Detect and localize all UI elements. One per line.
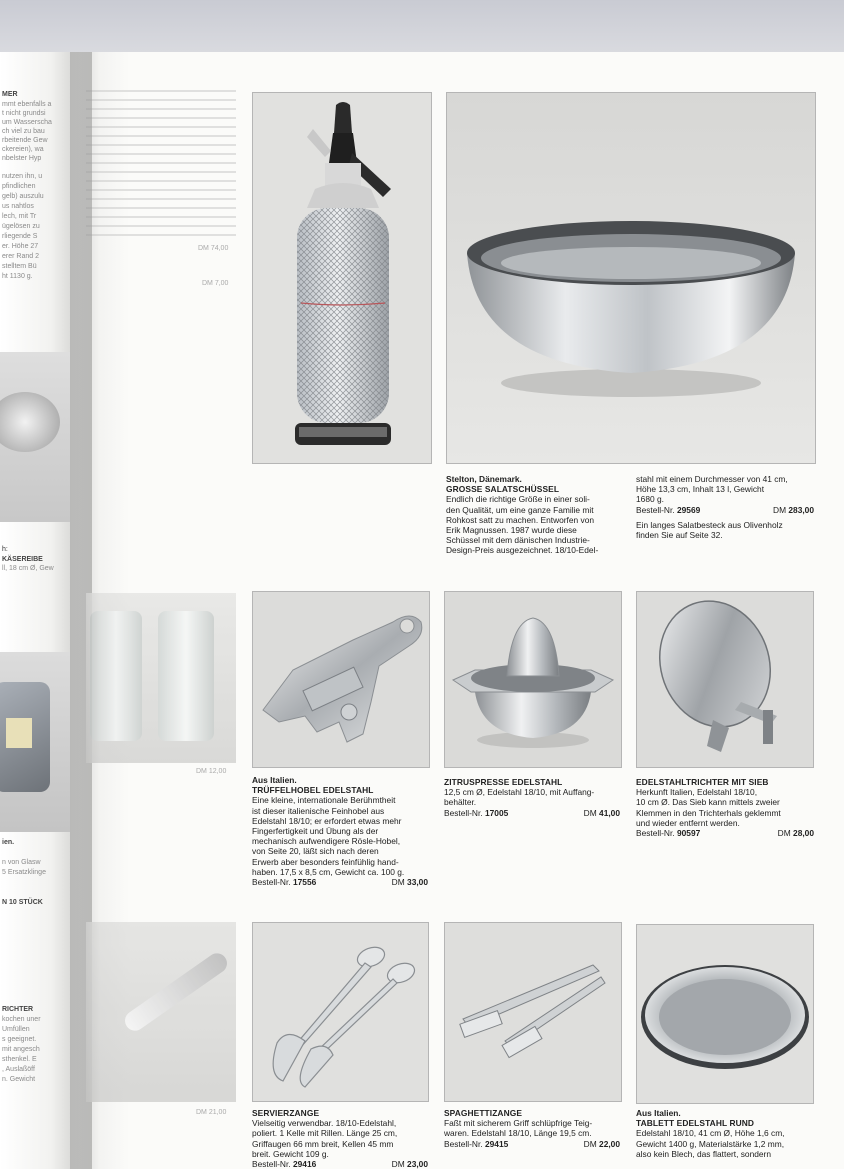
description-line: Edelstahl 18/10, 41 cm Ø, Höhe 1,6 cm,	[636, 1128, 785, 1139]
order-number: 90597	[676, 828, 701, 839]
order-label: Bestell-Nr.	[444, 807, 483, 818]
ghost-line: mit angesch	[2, 1046, 40, 1053]
description-line: Gewicht 1400 g, Materialstärke 1,2 mm,	[636, 1138, 785, 1149]
product-photo-truffle-slicer	[252, 591, 430, 768]
order-row	[444, 808, 620, 818]
caption-citrus-press	[444, 777, 620, 818]
product-photo-spaghetti-tongs	[444, 922, 622, 1102]
product-title: SPAGHETTIZANGE	[444, 1108, 523, 1118]
product-photo-round-tray	[636, 924, 814, 1104]
ghost-line: t nicht grundsi	[2, 110, 46, 117]
order-label: Bestell-Nr.	[252, 877, 291, 888]
ghost-line: mmt ebenfalls a	[2, 101, 52, 108]
product-photo-serving-tongs	[252, 922, 429, 1102]
description-line: Edelstahl 18/10; er erfordert etwas mehr	[252, 815, 402, 826]
description-line: Endlich die richtige Größe in einer soli-	[446, 494, 590, 505]
product-title: TABLETT EDELSTAHL RUND	[636, 1118, 755, 1129]
price-value: 22,00	[599, 1138, 620, 1149]
caption-funnel	[636, 777, 814, 838]
ghost-line: Umfüllen	[2, 1026, 30, 1033]
price-value: 28,00	[793, 828, 814, 839]
caption-truffle-slicer	[252, 775, 428, 887]
origin-label: Aus Italien.	[636, 1108, 681, 1118]
product-photo-salad-bowl	[446, 92, 816, 464]
ghost-line: nutzen ihn, u	[2, 173, 43, 180]
ghost-line: ht 1130 g.	[2, 273, 33, 280]
ghost-line: n. Gewicht	[2, 1076, 36, 1083]
ghost-line: h:	[2, 546, 8, 553]
ghost-heading: RICHTER	[2, 1006, 34, 1013]
description-line: behälter.	[444, 797, 477, 808]
product-title: TRÜFFELHOBEL EDELSTAHL	[252, 785, 374, 796]
description-line: Eine kleine, internationale Berühmtheit	[252, 795, 396, 806]
order-row	[636, 828, 814, 838]
description-line: Höhe 13,3 cm, Inhalt 13 l, Gewicht	[636, 484, 765, 495]
ghost-line: rliegende S	[2, 233, 38, 240]
ghost-price: DM 74,00	[198, 245, 229, 252]
product-title: GROSSE SALATSCHÜSSEL	[446, 484, 560, 495]
product-title: ZITRUSPRESSE EDELSTAHL	[444, 777, 563, 787]
ghost-line: stelltem Bü	[2, 263, 37, 270]
ghost-line: rbeitende Gew	[2, 137, 48, 144]
description-line: Vielseitig verwendbar. 18/10-Edelstahl,	[252, 1118, 397, 1129]
order-label: Bestell-Nr.	[252, 1159, 291, 1169]
ghost-line: ügelösen zu	[2, 223, 40, 230]
description-line: poliert. 1 Kelle mit Rillen. Länge 25 cm,	[252, 1128, 398, 1139]
description-line: haben. 17,5 x 8,5 cm, Gewicht ca. 100 g.	[252, 866, 405, 877]
ghost-line: , Auslaßöff	[2, 1066, 35, 1073]
description-line: stahl mit einem Durchmesser von 41 cm,	[636, 474, 788, 484]
ghost-line: lech, mit Tr	[2, 213, 37, 220]
price-currency: DM	[773, 504, 787, 515]
description-line: 10 cm Ø. Das Sieb kann mittels zweier	[636, 797, 780, 808]
description-line: Erwerb aber besonders feinfühlig hand-	[252, 856, 399, 867]
description-line: Herkunft Italien, Edelstahl 18/10,	[636, 787, 758, 798]
order-label: Bestell-Nr.	[444, 1138, 483, 1149]
order-label: Bestell-Nr.	[636, 504, 675, 515]
description-line: Schüssel mit dem dänischen Industrie-	[446, 535, 590, 546]
order-number: 29416	[292, 1159, 317, 1169]
ghost-line: us nahtlos	[2, 203, 34, 210]
ghost-heading: KÄSEREIBE	[2, 556, 43, 563]
price-value: 33,00	[407, 877, 428, 888]
description-line: Griffaugen 66 mm breit, Kellen 45 mm	[252, 1138, 394, 1149]
order-label: Bestell-Nr.	[636, 828, 675, 839]
description-line: also kein Blech, das flattert, sondern	[636, 1148, 772, 1159]
ghost-line: ch viel zu bau	[2, 128, 45, 135]
ghost-line: n von Glasw	[2, 859, 41, 866]
ghost-line: sthenkel. E	[2, 1056, 37, 1063]
ghost-price: DM 7,00	[202, 280, 229, 287]
ghost-line: erer Rand 2	[2, 253, 39, 260]
ghost-photo-slicer	[0, 652, 70, 832]
ghost-line: kochen uner	[2, 1016, 41, 1023]
description-line: von Seite 20, läßt sich nach deren	[252, 846, 379, 857]
cross-reference-line: finden Sie auf Seite 32.	[636, 530, 723, 541]
description-line: ist dieser italienische Feinhobel aus	[252, 805, 385, 816]
description-line: Klemmen in den Trichterhals geklemmt	[636, 807, 781, 818]
ghost-line: ll, 18 cm Ø, Gew	[2, 565, 54, 572]
ghost-line: 5 Ersatzklinge	[2, 869, 46, 876]
ghost-heading: N 10 STÜCK	[2, 899, 43, 906]
price-currency: DM	[391, 1159, 405, 1169]
ghost-line: er. Höhe 27	[2, 243, 39, 250]
ghost-photo-grater	[0, 352, 70, 522]
price-currency: DM	[583, 807, 597, 818]
description-line: 12,5 cm Ø, Edelstahl 18/10, mit Auffang-	[444, 787, 595, 798]
ghost-line: pfindlichen	[2, 183, 36, 190]
description-line: Rohkost satt zu machen. Entworfen von	[446, 514, 595, 525]
product-photo-funnel	[636, 591, 814, 768]
price-value: 41,00	[599, 807, 620, 818]
background-band	[0, 0, 844, 52]
ghost-heading: MER	[2, 91, 18, 98]
order-row	[252, 877, 428, 887]
caption-salad-bowl	[446, 474, 624, 556]
ghost-price: DM 12,00	[196, 768, 227, 775]
caption-serving-tongs	[252, 1108, 428, 1169]
description-line: waren. Edelstahl 18/10, Länge 19,5 cm.	[444, 1128, 592, 1139]
description-line: Faßt mit sicherem Griff schlüpfrige Teig-	[444, 1118, 593, 1129]
ghost-line: s geeignet.	[2, 1036, 37, 1043]
book-gutter-shadow	[70, 52, 130, 1169]
order-row	[252, 1159, 428, 1169]
ghost-line: gelb) auszulu	[2, 193, 44, 200]
description-line: Fingerfertigkeit und Übung als der	[252, 826, 379, 837]
caption-round-tray	[636, 1108, 814, 1159]
ghost-line: um Wasserscha	[2, 119, 52, 126]
description-line: und wieder entfernt werden.	[636, 817, 740, 828]
order-number: 17556	[292, 877, 317, 888]
product-title: SERVIERZANGE	[252, 1108, 320, 1118]
ghost-price: DM 21,00	[196, 1109, 227, 1116]
cross-reference-line: Ein langes Salatbesteck aus Olivenholz	[636, 519, 783, 530]
product-photo-citrus-press	[444, 591, 622, 768]
product-title: EDELSTAHLTRICHTER MIT SIEB	[636, 777, 769, 787]
description-line: breit. Gewicht 109 g.	[252, 1148, 329, 1159]
caption-salad-bowl-cont	[636, 474, 814, 540]
description-line: den Qualität, um eine ganze Familie mit	[446, 504, 594, 515]
order-row	[444, 1139, 620, 1149]
price-currency: DM	[583, 1138, 597, 1149]
description-line: mechanisch aufwendigere Rösle-Hobel,	[252, 836, 401, 847]
product-photo-siphon	[252, 92, 432, 464]
ghost-line: nbelster Hyp	[2, 155, 42, 162]
order-number: 17005	[484, 807, 509, 818]
order-row	[636, 505, 814, 515]
origin-label: Stelton, Dänemark.	[446, 474, 522, 484]
order-number: 29569	[676, 504, 701, 515]
price-value: 283,00	[788, 504, 814, 515]
caption-spaghetti-tongs	[444, 1108, 620, 1149]
description-line: Design-Preis ausgezeichnet. 18/10-Edel-	[446, 545, 599, 556]
description-line: 1680 g.	[636, 494, 664, 505]
order-number: 29415	[484, 1138, 509, 1149]
ghost-heading: ien.	[2, 839, 15, 846]
price-currency: DM	[777, 828, 791, 839]
origin-label: Aus Italien.	[252, 775, 297, 785]
description-line: Erik Magnussen. 1987 wurde diese	[446, 525, 577, 536]
price-currency: DM	[391, 877, 405, 888]
ghost-line: ckereien), wa	[2, 146, 44, 153]
price-value: 23,00	[407, 1159, 428, 1169]
